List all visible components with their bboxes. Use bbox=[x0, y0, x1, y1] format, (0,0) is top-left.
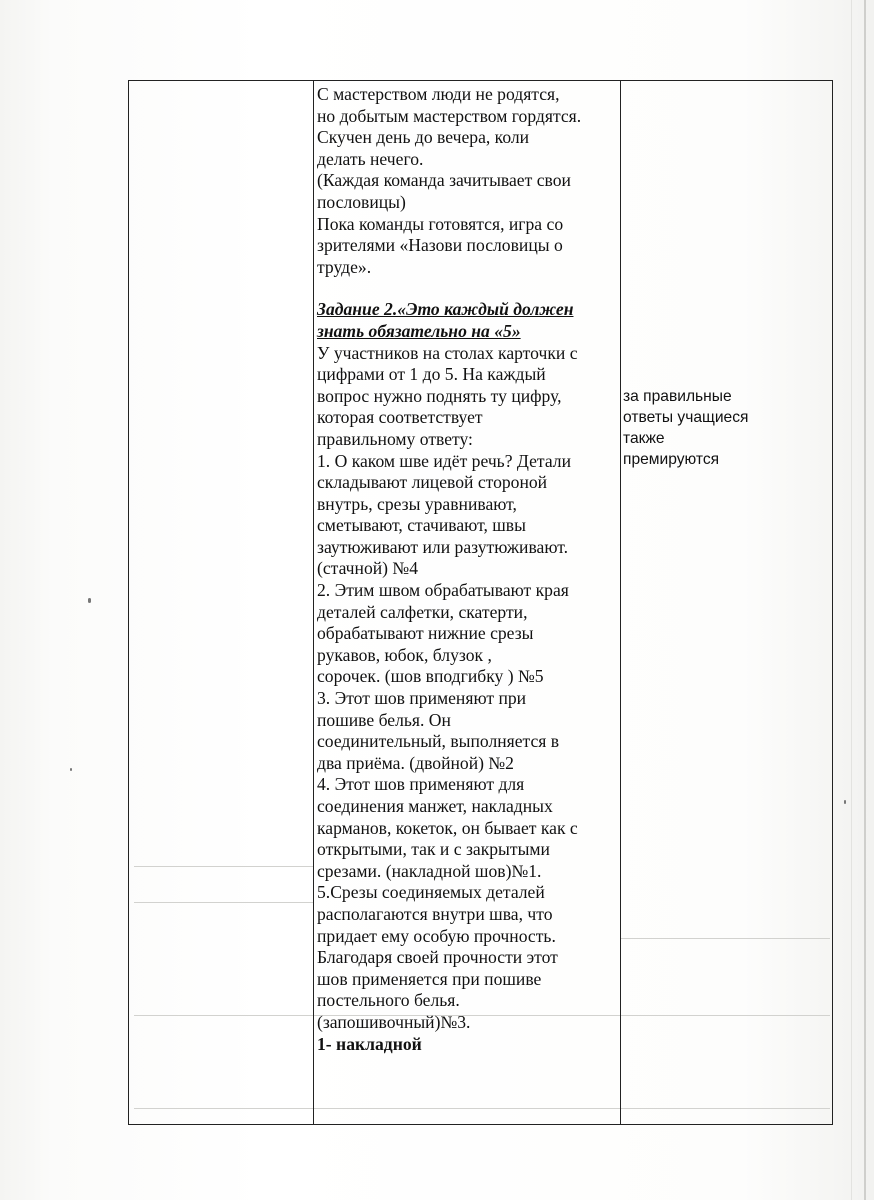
question-line: открытыми, так и с закрытыми bbox=[317, 839, 550, 860]
body-line: вопрос нужно поднять ту цифру, bbox=[317, 385, 562, 406]
proverb-line: С мастерством люди не родятся, bbox=[317, 84, 560, 104]
question-line: располагаются внутри шва, что bbox=[317, 903, 553, 924]
instruction-line: зрителями «Назови пословицы о bbox=[317, 235, 563, 256]
question-line: соединительный, выполняется в bbox=[317, 731, 560, 752]
question-line: сметывают, стачивают, швы bbox=[317, 515, 526, 536]
question-line: пошиве белья. Он bbox=[317, 709, 451, 730]
question-line: карманов, кокеток, он бывает как с bbox=[317, 817, 578, 838]
question-line: придает ему особую прочность. bbox=[317, 925, 556, 946]
note-line: за правильные bbox=[623, 388, 732, 405]
question-line: 1. О каком шве идёт речь? Детали bbox=[317, 450, 571, 471]
note-line: ответы учащиеся bbox=[623, 409, 749, 426]
question-line: 3. Этот шов применяют при bbox=[317, 688, 527, 709]
question-line: 5.Срезы соединяемых деталей bbox=[317, 882, 545, 903]
table-column-divider-1 bbox=[313, 80, 314, 1125]
instruction-line: (Каждая команда зачитывает свои bbox=[317, 170, 571, 191]
task-title-cont: знать обязательно на «5» bbox=[317, 320, 521, 341]
proverb-line: Скучен день до вечера, коли bbox=[317, 127, 530, 148]
body-line: цифрами от 1 до 5. На каждый bbox=[317, 364, 546, 385]
question-line: складывают лицевой стороной bbox=[317, 472, 548, 493]
page-edge-shadow bbox=[864, 0, 866, 1200]
question-line: заутюживают или разутюживают. bbox=[317, 536, 569, 557]
question-line: рукавов, юбок, блузок , bbox=[317, 644, 492, 665]
question-line: 2. Этим швом обрабатывают края bbox=[317, 580, 569, 601]
table-right-border bbox=[832, 80, 833, 1125]
question-line: шов применяется при пошиве bbox=[317, 968, 542, 989]
question-line: срезами. (накладной шов)№1. bbox=[317, 860, 542, 881]
question-line: два приёма. (двойной) №2 bbox=[317, 752, 514, 773]
task-title: Задание 2.«Это каждый должен bbox=[317, 299, 574, 320]
body-line: правильному ответу: bbox=[317, 428, 473, 449]
instruction-line: пословицы) bbox=[317, 191, 406, 212]
instruction-line: труде». bbox=[317, 256, 372, 277]
proverb-line: но добытым мастерством гордятся. bbox=[317, 105, 582, 126]
body-line: У участников на столах карточки с bbox=[317, 342, 578, 363]
scan-speck bbox=[70, 768, 72, 771]
question-line: обрабатывают нижние срезы bbox=[317, 623, 534, 644]
proverb-line: делать нечего. bbox=[317, 148, 424, 169]
right-column-note bbox=[623, 386, 823, 470]
table-column-divider-2 bbox=[620, 80, 621, 1125]
main-column bbox=[317, 84, 619, 1055]
question-line: 4. Этот шов применяют для bbox=[317, 774, 525, 795]
note-line: также bbox=[623, 430, 665, 447]
question-line: (стачной) №4 bbox=[317, 558, 418, 579]
question-line: деталей салфетки, скатерти, bbox=[317, 601, 528, 622]
scan-speck bbox=[844, 800, 846, 804]
page-edge-shadow-2 bbox=[851, 0, 852, 1200]
instruction-line: Пока команды готовятся, игра со bbox=[317, 213, 564, 234]
scan-speck bbox=[88, 598, 91, 603]
question-line: сорочек. (шов вподгибку ) №5 bbox=[317, 666, 544, 687]
answer-key-line: 1- накладной bbox=[317, 1033, 422, 1054]
question-line: (запошивочный)№3. bbox=[317, 1011, 471, 1032]
question-line: постельного белья. bbox=[317, 990, 460, 1011]
note-line: премируются bbox=[623, 451, 720, 468]
body-line: которая соответствует bbox=[317, 407, 483, 428]
question-line: внутрь, срезы уравнивают, bbox=[317, 493, 517, 514]
question-line: соединения манжет, накладных bbox=[317, 796, 553, 816]
question-line: Благодаря своей прочности этот bbox=[317, 947, 558, 968]
